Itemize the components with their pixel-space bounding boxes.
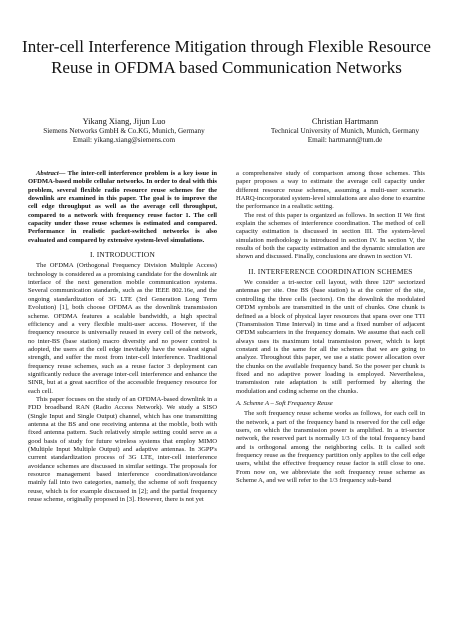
col2-paragraph-2: The rest of this paper is organized as follows. In section II We first explain the schemes of interference coordination. The method of cell capacity estimation is discussed in section III. The system-level simulation methodology is introduced in section IV. In section V, the results of both the capacity estimation and the dynamic simulation are shown and discussed. Finally, conclusions are drawn in section VI.: [236, 211, 425, 261]
intro-paragraph-1: The OFDMA (Orthogonal Frequency Division Multiple Access) technology is considered as a promising candidate for the downlink air interface of the next generation mobile communication systems. Several communication standards, such as the IEEE 802.16e, and the ongoing standardization of 3G LTE (3rd Generation Long Term Evolution) [1], both choose OFDMA as the downlink transmission scheme. OFDMA features a scalable bandwidth, a high spectral efficiency and a very flexible multi-user access. However, if the frequency resource is universally reused in every cell of the network, no inter-BS (base station) macro diversity and no power control is adopted, the users at the cell edge inevitably have the weakest signal strength, and suffer the most from inter-cell interference. Traditional frequency reuse schemes, such as a reuse factor 3 deployment can significantly reduce the average inter-cell interference and enhance the SINR, but at a great sacrifice of the accessible frequency resource for each cell.: [28, 262, 217, 395]
author-2-affiliation: Technical University of Munich, Munich, Germany: [270, 126, 420, 135]
author-2: [242, 117, 448, 146]
abstract-label: Abstract: [36, 170, 59, 177]
paper-title: Inter-cell Interference Mitigation through Flexible Resource Reuse in OFDMA based Communication Networks: [22, 37, 431, 77]
body-columns: [28, 170, 425, 640]
author-1-email: Email: yikang.xiang@siemens.com: [72, 136, 176, 145]
right-column: [236, 170, 425, 640]
section-1-heading: I. INTRODUCTION: [90, 250, 155, 260]
col2-paragraph-1: a comprehensive study of comparison among those schemes. This paper proposes a way to estimate the average cell capacity under different resource reuse schemes, assuming a multi-user scenario. HARQ-incorporated system-level simulations are also done to examine the performance in a realistic setting.: [236, 170, 425, 211]
abstract-text: — The inter-cell interference problem is a key issue in OFDMA-based mobile cellular networks. In order to deal with this problem, several flexible radio resource reuse schemes for the downlink are examined in this paper. The goal is to improve the cell edge throughput as well as the average cell throughput, compared to a network with frequency reuse factor 1. The cell capacity under those reuse schemes is estimated and compared. Performance in realistic packet-switched networks is also evaluated and compared by extensive system-level simulations.: [28, 170, 217, 244]
abstract: [28, 170, 217, 245]
section-2-heading: II. INTERFERENCE COORDINATION SCHEMES: [248, 266, 413, 276]
intro-paragraph-2: This paper focuses on the study of an OFDMA-based downlink in a FDD broadband RAN (Radio Access Network). We study a SISO (Single Input and Single Output) channel, which has one transmitting antenna at the BS and one receiving antenna at the mobile, both with fixed antenna pattern. Such relatively simple setting could serve as a good basis of study for future wireless systems that employ MIMO (Multiple Input Multiple Output) and adaptive antennas. In 3GPP's current standardization process of 3G LTE, inter-cell interference avoidance schemes are discussed in similar settings. The proposals for resource management based interference coordination/avoidance mainly fall into two categories, namely, the scheme of soft frequency reuse, which is for example discussed in [2]; and the partial frequency reuse scheme, originally proposed in [3]. However, there is not yet: [28, 395, 217, 504]
author-1-name: Yikang Xiang, Jijun Luo: [82, 117, 166, 126]
author-block: [20, 117, 433, 157]
section-2-paragraph-1: We consider a tri-sector cell layout, with three 120° sectorized antennas per site. One BS (base station) is at the center of the site, controlling the three cells (sectors). On the downlink the modulated OFDM symbols are transmitted in the unit of chunks. One chunk is defined as a block of physical layer resources that spans over one TTI (Transmission Time Interval) in time and a fixed number of adjacent OFDM subcarriers in the frequency domain. We assume that each cell always uses its maximum total transmission power, which is kept constant and is the same for all the schemes that we are going to analyze. Throughout this paper, we use a static power allocation over the chunks on the available frequency band. So the power per chunk is fixed and no adaptive power loading is employed. Nevertheless, transmission rate adaptation is still performed by altering the modulation and coding scheme on the chunks.: [236, 279, 425, 395]
author-1-affiliation: Siemens Networks GmbH & Co.KG, Munich, Germany: [43, 126, 205, 135]
subsection-a-heading: A. Scheme A – Soft Frequency Reuse: [236, 399, 333, 407]
left-column: [28, 170, 217, 640]
subsection-a-paragraph-1: The soft frequency reuse scheme works as follows, for each cell in the network, a part of the frequency band is reserved for the cell edge users, on which the transmission power is amplified. In a tri-sector network, the reserved part is normally 1/3 of the total frequency band and is orthogonal among the neighboring cells. It is called soft frequency reuse as the frequency partition only applies to the cell edge users, whilst the effective frequency reuse factor is still close to one. From now on, we abbreviate the soft frequency reuse scheme as Scheme A, and we will refer to the 1/3 frequency sub-band: [236, 410, 425, 485]
author-2-email: Email: hartmann@tum.de: [307, 136, 383, 145]
author-1: [20, 117, 228, 146]
author-2-name: Christian Hartmann: [311, 117, 379, 126]
